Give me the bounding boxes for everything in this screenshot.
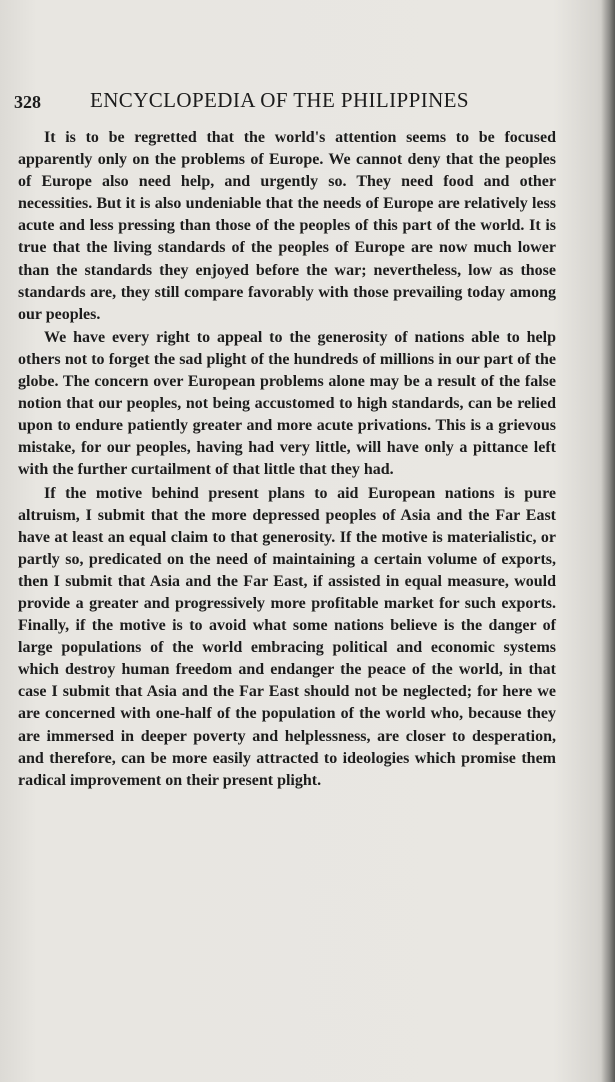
paragraph-1: It is to be regretted that the world's attention seems to be focused apparently only on the problems of Europe. We cannot deny that the peoples of Europe also need help, and urgently so. They need food and other necessities. But it is also undeniable that the needs of Europe are relatively less acute and less pressing than those of the peoples of this part of the world. It is true that the living standards of the peoples of Europe are now much lower than the standards they enjoyed before the war; nevertheless, low as those standards are, they still compare favorably with those prevailing today among our peoples. xyxy=(18,129,556,323)
page-number: 328 xyxy=(14,92,41,112)
body-text xyxy=(18,127,556,793)
page-spine-shadow xyxy=(601,0,615,1082)
page-header xyxy=(14,88,574,118)
running-title: ENCYCLOPEDIA OF THE PHILIPPINES xyxy=(90,88,469,112)
paragraph-2: We have every right to appeal to the generosity of nations able to help others not to forget the sad plight of the hundreds of millions in our part of the globe. The concern over European problems alone may be a result of the false notion that our peoples, not being accustomed to high standards, can be relied upon to endure patiently greater and more acute privations. This is a grievous mistake, for our peoples, having had very little, will have only a pittance left with the further curtailment of that little that they had. xyxy=(18,328,556,479)
paragraph-3: If the motive behind present plans to aid European nations is pure altruism, I submit that the more depressed peoples of Asia and the Far East have at least an equal claim to that generosity. If the motive is materialistic, or partly so, predicated on the need of maintaining a certain volume of exports, then I submit that Asia and the Far East, if assisted in equal measure, would provide a greater and progressively more profitable market for such exports. Finally, if the motive is to avoid what some nations believe is the danger of large populations of the world embracing political and economic systems which destroy human freedom and endanger the peace of the world, in that case I submit that Asia and the Far East should not be neglected; for here we are concerned with one-half of the population of the world who, because they are immersed in deeper poverty and helplessness, are closer to desperation, and therefore, can be more easily attracted to ideologies which promise them radical improvement on their present plight. xyxy=(18,484,556,789)
